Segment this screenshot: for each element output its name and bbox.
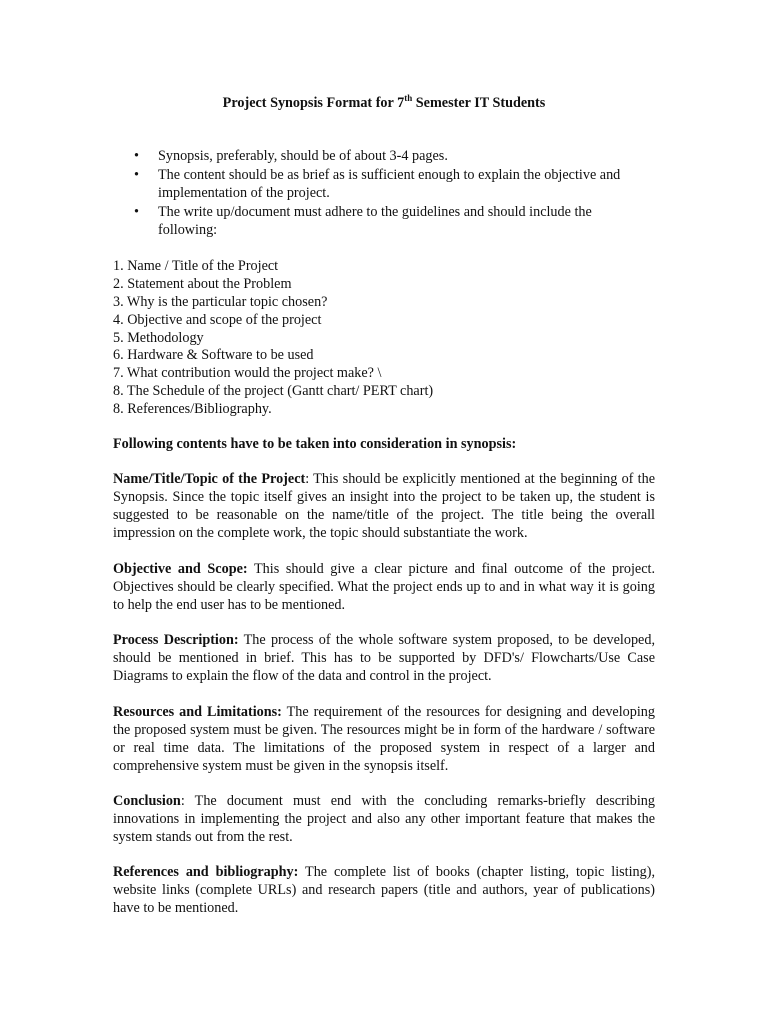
numbered-item: 4. Objective and scope of the project (113, 311, 322, 328)
section-heading: References and bibliography: (113, 864, 299, 880)
title-superscript: th (404, 93, 413, 103)
numbered-item: 3. Why is the particular topic chosen? (113, 293, 328, 310)
numbered-contents-list (113, 257, 673, 418)
numbered-item: 8. References/Bibliography. (113, 401, 272, 418)
section-name-title (113, 470, 655, 542)
bullet-text: Synopsis, preferably, should be of about 3-4 pages. (158, 148, 448, 164)
bullet-dot-icon: • (134, 204, 139, 220)
page-title (0, 94, 768, 112)
numbered-item: 7. What contribution would the project make? \ (113, 365, 382, 382)
section-text: This should be explicitly mentioned at the beginning of the Synopsis. Since the topic itself gives an insight into the project to be taken up, the student is suggested to be reasonable on the name/title of the project. The title being the overall impression on the complete work, the topic should substantiate the work. (113, 471, 655, 541)
guideline-bullet-list (134, 147, 654, 240)
section-heading: Conclusion (113, 793, 181, 809)
numbered-item: 2. Statement about the Problem (113, 275, 292, 292)
section-heading: Objective and Scope: (113, 561, 248, 577)
title-prefix: Project Synopsis Format for 7 (222, 95, 405, 111)
section-heading: Process Description: (113, 632, 239, 648)
section-heading: Resources and Limitations: (113, 704, 282, 720)
bullet-dot-icon: • (134, 167, 139, 183)
section-process-description (113, 631, 655, 685)
bullet-item (134, 203, 654, 239)
bullet-text: The content should be as brief as is sufficient enough to explain the objective and implementation of the project. (158, 167, 621, 201)
bullet-dot-icon: • (134, 148, 139, 164)
section-conclusion (113, 792, 655, 846)
section-text: The process of the whole software system proposed, to be developed, should be mentioned in brief. This has to be supported by DFD's/ Flowcharts/Use Case Diagrams to explain the flow of the data and control in the project. (113, 632, 655, 684)
considerations-heading: Following contents have to be taken into consideration in synopsis: (113, 436, 517, 452)
section-text: The document must end with the concluding remarks-briefly describing innovations in implementing the project and also any other important feature that makes the system stands out from the rest. (113, 793, 655, 845)
section-text: This should give a clear picture and final outcome of the project. Objectives should be clearly specified. What the project ends up to and in what way it is going to help the end user has to be mentioned. (113, 561, 655, 613)
section-heading: Name/Title/Topic of the Project (113, 471, 306, 487)
section-resources-limitations (113, 703, 655, 775)
numbered-item: 6. Hardware & Software to be used (113, 347, 314, 364)
bullet-text: The write up/document must adhere to the guidelines and should include the following: (158, 204, 592, 238)
section-text: The requirement of the resources for designing and developing the proposed system must be given. The resources might be in form of the hardware / software or real time data. The limitations of the proposed system in respect of a larger and comprehensive system must be given in the synopsis itself. (113, 704, 655, 774)
section-separator: : (305, 471, 310, 487)
bullet-item (134, 166, 654, 202)
numbered-item: 8. The Schedule of the project (Gantt chart/ PERT chart) (113, 383, 434, 400)
bullet-item (134, 147, 654, 165)
numbered-item: 1. Name / Title of the Project (113, 258, 279, 274)
section-text: The complete list of books (chapter listing, topic listing), website links (complete URLs) and research papers (title and authors, year of publications) have to be mentioned. (113, 864, 656, 916)
section-references (113, 863, 655, 917)
numbered-item: 5. Methodology (113, 329, 204, 346)
section-objective-scope (113, 560, 655, 614)
title-suffix: Semester IT Students (412, 95, 546, 111)
section-separator: : (180, 793, 185, 809)
